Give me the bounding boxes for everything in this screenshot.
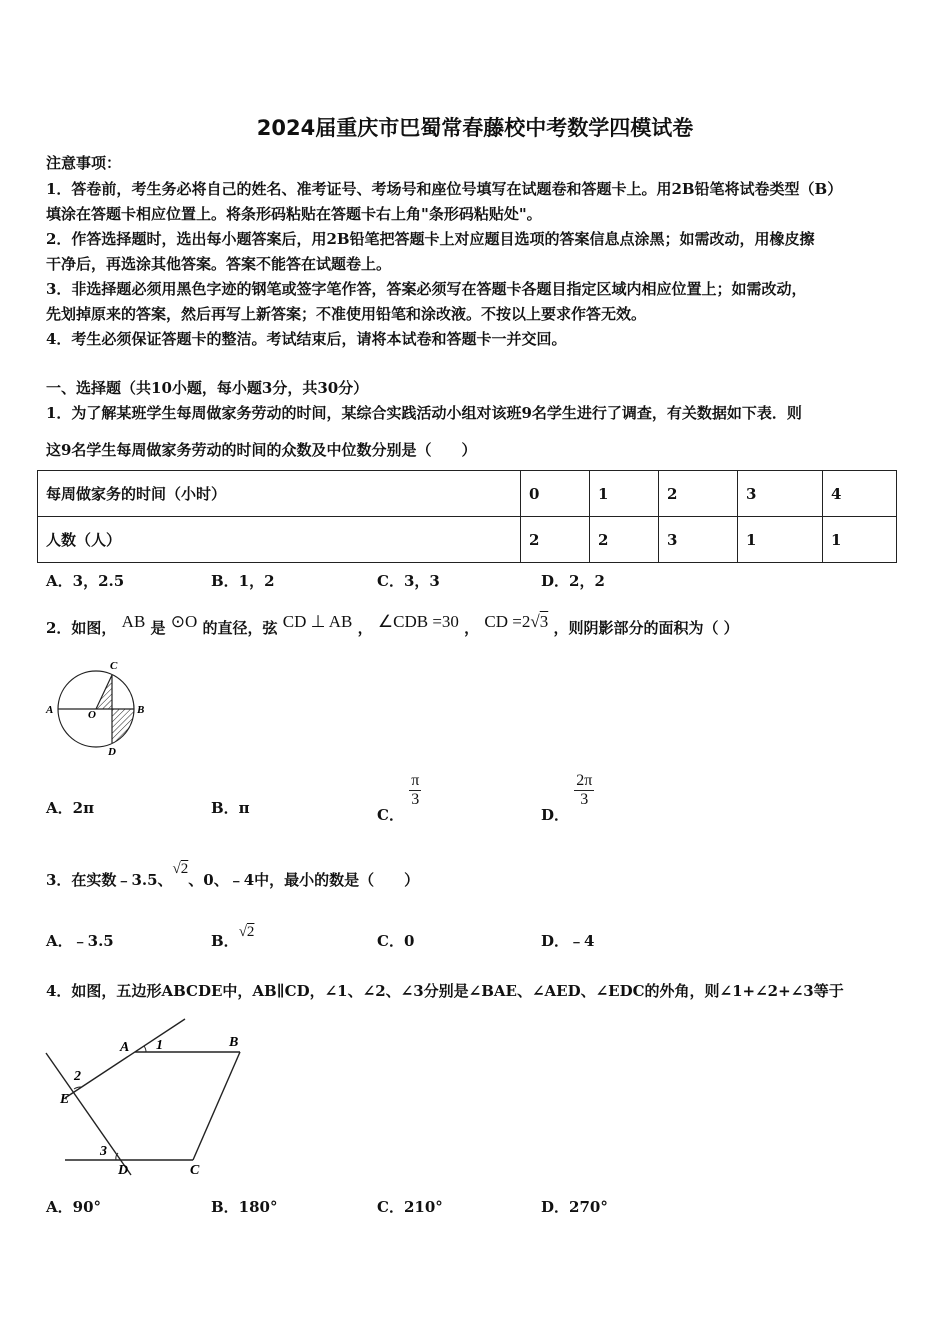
figure-label: O — [88, 709, 96, 721]
q1-option-c[interactable]: C．3，3 — [377, 572, 440, 590]
q2-stem — [46, 612, 739, 638]
fraction-numerator: 2π — [576, 772, 593, 789]
table-cell: 1 — [738, 517, 823, 563]
notice-line: 先划掉原来的答案，然后再写上新答案；不准使用铅笔和涂改液。不按以上要求作答无效。 — [46, 305, 647, 323]
q2-perp: CD ⊥ AB — [282, 612, 353, 631]
q4-pentagon-figure — [40, 1015, 255, 1183]
fraction-denominator: 3 — [580, 791, 589, 808]
q4-option-d[interactable]: D．270° — [541, 1198, 608, 1216]
q1-data-table — [37, 470, 897, 563]
table-cell: 4 — [823, 471, 897, 517]
page-title: 2024届重庆市巴蜀常春藤校中考数学四模试卷 — [256, 116, 694, 140]
q2-option-d-label: D． — [541, 805, 570, 824]
figure-label: C — [190, 1163, 200, 1178]
q2-suffix: ，则阴影部分的面积为（ ） — [553, 619, 739, 637]
notice-line: 2．作答选择题时，选出每小题答案后，用2B铅笔把答题卡上对应题目选项的答案信息点涂黑；如需改动，用橡皮擦 — [46, 230, 815, 248]
table-row — [38, 471, 897, 517]
q1-stem-line2: 这9名学生每周做家务劳动的时间的众数及中位数分别是（ ） — [46, 441, 477, 459]
q2-prefix: 2．如图， — [46, 619, 117, 637]
figure-label: A — [120, 1040, 130, 1055]
figure-label: E — [60, 1092, 70, 1107]
table-cell: 1 — [590, 471, 659, 517]
q3-option-b-sqrt — [239, 924, 255, 940]
q1-option-d[interactable]: D．2，2 — [541, 572, 605, 590]
sqrt-icon: √ — [530, 612, 540, 631]
q4-option-b[interactable]: B．180° — [211, 1198, 278, 1216]
table-cell: 0 — [521, 471, 590, 517]
q2-angle: ∠CDB =30 — [377, 612, 459, 631]
q3-option-b-radicand: 2 — [246, 924, 255, 940]
q2-diam: 的直径，弦 — [202, 619, 278, 637]
q2-circle-figure — [40, 658, 160, 760]
notice-line: 3．非选择题必须用黑色字迹的钢笔或签字笔作答，答案必须写在答题卡各题目指定区域内相应位置上；如需改动， — [46, 280, 807, 298]
figure-label: 1 — [156, 1038, 163, 1053]
sqrt-icon: √ — [172, 861, 181, 877]
table-cell: 1 — [823, 517, 897, 563]
q2-comma: ， — [357, 619, 373, 637]
figure-label: B — [229, 1035, 239, 1050]
q2-option-a[interactable]: A．2π — [46, 799, 95, 817]
q3-option-a[interactable]: A．﹣3.5 — [46, 932, 114, 950]
q2-option-c-label: C． — [377, 805, 404, 824]
notice-line: 填涂在答题卡相应位置上。将条形码粘贴在答题卡右上角"条形码粘贴处"。 — [46, 205, 542, 223]
figure-label: 2 — [74, 1069, 81, 1084]
q3-option-c[interactable]: C．0 — [377, 932, 415, 950]
q3-prefix: 3．在实数﹣3.5、 — [46, 871, 173, 889]
q4-stem: 4．如图，五边形ABCDE中，AB∥CD，∠1、∠2、∠3分别是∠BAE、∠AED、∠EDC的外角，则∠1+∠2+∠3等于 — [46, 982, 844, 1000]
q3-option-d[interactable]: D．﹣4 — [541, 932, 595, 950]
q1-option-b[interactable]: B．1，2 — [211, 572, 275, 590]
q2-option-c-fraction — [409, 772, 421, 809]
table-cell: 2 — [521, 517, 590, 563]
notice-line: 1．答卷前，考生务必将自己的姓名、准考证号、考场号和座位号填写在试题卷和答题卡上。用2B铅笔将试卷类型（B） — [46, 180, 843, 198]
q3-suffix: 、0、﹣4中，最小的数是（ ） — [188, 871, 420, 889]
fraction-denominator: 3 — [411, 791, 420, 808]
table-cell: 每周做家务的时间（小时） — [38, 471, 521, 517]
q3-sqrt2 — [173, 861, 189, 877]
q2-cd — [484, 612, 548, 631]
q2-cd-text: CD =2 — [484, 612, 531, 631]
notice-heading: 注意事项： — [46, 154, 122, 172]
q3-stem — [46, 861, 420, 890]
sqrt-icon: √ — [238, 924, 247, 940]
notice-line: 干净后，再选涂其他答案。答案不能答在试题卷上。 — [46, 255, 392, 273]
q2-option-d-fraction — [574, 772, 594, 809]
figure-label: D — [118, 1163, 129, 1178]
section-heading: 一、选择题（共10小题，每小题3分，共30分） — [46, 379, 369, 397]
figure-label: C — [110, 660, 118, 672]
q2-comma: ， — [464, 619, 480, 637]
q4-option-a[interactable]: A．90° — [46, 1198, 102, 1216]
figure-label: D — [108, 746, 116, 758]
table-cell: 人数（人） — [38, 517, 521, 563]
q2-is: 是 — [150, 619, 166, 637]
table-cell: 2 — [590, 517, 659, 563]
q1-option-a[interactable]: A．3，2.5 — [46, 572, 125, 590]
q2-option-d[interactable] — [541, 772, 594, 824]
table-cell: 2 — [659, 471, 738, 517]
figure-label: 3 — [100, 1144, 107, 1159]
figure-label: B — [137, 704, 145, 716]
notice-line: 4．考生必须保证答题卡的整洁。考试结束后，请将本试卷和答题卡一并交回。 — [46, 330, 567, 348]
table-cell: 3 — [738, 471, 823, 517]
figure-label: A — [46, 704, 54, 716]
q1-stem-line1: 1．为了解某班学生每周做家务劳动的时间，某综合实践活动小组对该班9名学生进行了调查，有关数据如下表．则 — [46, 404, 802, 422]
table-row — [38, 517, 897, 563]
q3-option-b-label: B． — [211, 932, 239, 950]
q3-option-b[interactable] — [211, 924, 255, 951]
table-cell: 3 — [659, 517, 738, 563]
q2-option-c[interactable] — [377, 772, 421, 824]
q2-circle: ⊙O — [170, 612, 198, 631]
q2-sqrt-radicand: 3 — [539, 612, 549, 631]
q3-sqrt-radicand: 2 — [180, 861, 189, 877]
q2-ab: AB — [121, 612, 146, 631]
fraction-numerator: π — [411, 772, 420, 789]
q2-option-b[interactable]: B．π — [211, 799, 250, 817]
q4-option-c[interactable]: C．210° — [377, 1198, 443, 1216]
